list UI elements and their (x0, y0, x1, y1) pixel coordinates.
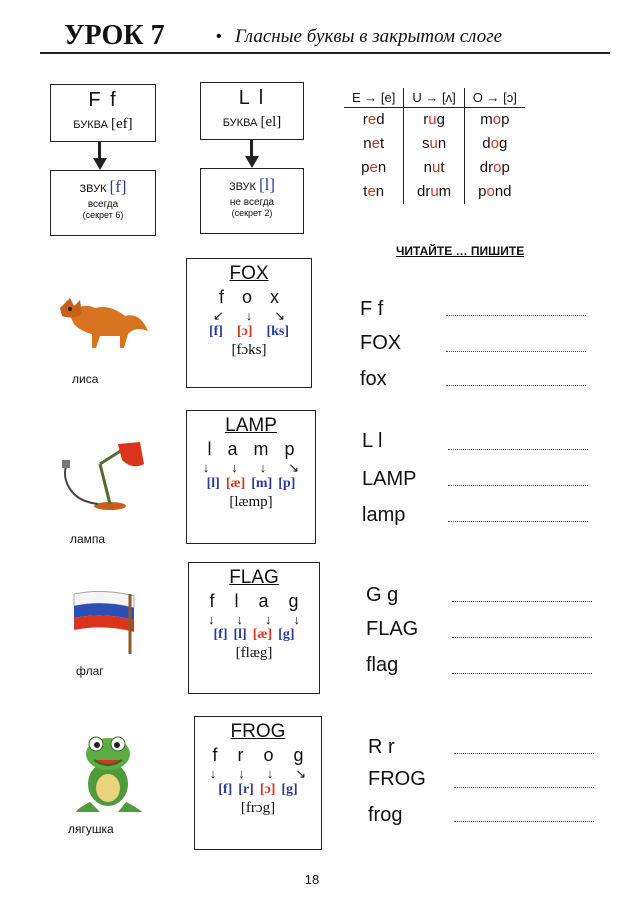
practice-line-label: flag (366, 654, 399, 676)
arrow-icon: ↓ (236, 612, 243, 627)
arrow-icon: ↘ (295, 766, 307, 781)
arrow-down-icon (93, 158, 107, 170)
letter-name (201, 114, 303, 131)
sound-box-f (50, 170, 156, 236)
writing-line[interactable] (454, 812, 594, 822)
arrow-icon: ↓ (231, 460, 238, 475)
table-cell: nut (404, 156, 464, 180)
word-letter: f (212, 745, 218, 765)
sound-ipa: [f] (213, 627, 228, 642)
arrow-icon: ↓ (265, 612, 272, 627)
arrow-icon: ↘ (274, 308, 286, 323)
sound-label: ЗВУК (79, 183, 107, 195)
word-card-fox (186, 258, 312, 388)
word-title: LAMP (225, 415, 277, 436)
word-letters (187, 287, 311, 308)
word-letter: f (218, 287, 224, 307)
sound-secret: (секрет 2) (231, 208, 273, 218)
sound-line (201, 175, 303, 195)
vowel-table (344, 88, 525, 204)
table-cell: pond (464, 180, 525, 204)
writing-line[interactable] (452, 628, 592, 638)
table-cell: sun (404, 132, 464, 156)
word-letter: l (234, 591, 239, 611)
table-cell: net (363, 135, 385, 152)
sound-note: всегда (87, 199, 119, 210)
arrow-icon: ↘ (288, 460, 300, 475)
picture-caption: лягушка (68, 822, 114, 836)
arrow-icon: ↓ (209, 766, 217, 781)
word-letter: l (207, 439, 212, 459)
word-letter: g (293, 745, 304, 765)
sound-ipa: [æ] (252, 627, 273, 642)
writing-line[interactable] (452, 592, 592, 602)
word-letters (187, 439, 315, 460)
sound-ipa: [l] (233, 627, 247, 642)
sound-secret: (секрет 6) (82, 210, 124, 220)
arrow-icon: ↓ (208, 612, 215, 627)
arrow-row (189, 612, 319, 627)
word-title: FLAG (229, 567, 279, 588)
word-letter: a (258, 591, 269, 611)
writing-line[interactable] (446, 306, 586, 316)
header-divider (40, 52, 610, 54)
table-cell: mop (464, 108, 525, 133)
arrow-icon: ↓ (238, 766, 245, 781)
transcription: [fɔks] (231, 342, 267, 358)
lamp-picture (60, 436, 150, 516)
sound-ipa: [ks] (266, 324, 290, 339)
word-letter: a (227, 439, 238, 459)
practice-line-label: R r (368, 736, 395, 758)
writing-line[interactable] (448, 440, 588, 450)
practice-line-label: fox (360, 368, 387, 390)
arrow-row (187, 460, 315, 476)
sound-label: ЗВУК (228, 181, 256, 193)
practice-line-label: LAMP (362, 468, 417, 490)
word-letter: o (242, 287, 253, 307)
table-cell: drum (404, 180, 464, 204)
practice-line-label: FLAG (366, 618, 419, 640)
table-row (344, 132, 525, 156)
sound-line (51, 177, 155, 197)
letter-ipa: [ef] (111, 116, 133, 132)
page-number: 18 (304, 872, 320, 887)
word-card-lamp (186, 410, 316, 544)
word-letter: p (284, 439, 295, 459)
sound-ipa: [p] (278, 476, 296, 491)
sound-row (189, 627, 319, 643)
sound-ipa: [ɔ] (236, 324, 253, 339)
sound-row (187, 324, 311, 340)
picture-caption: лампа (70, 532, 106, 546)
sound-ipa: [f] (109, 177, 127, 196)
sound-row (187, 476, 315, 492)
letter-box-f (50, 84, 156, 142)
letter-name (51, 116, 155, 133)
word-card-frog (194, 716, 322, 850)
practice-line-label: FROG (368, 768, 426, 790)
word-letter: f (209, 591, 215, 611)
arrow-icon: ↓ (293, 612, 300, 627)
table-cell: red (362, 111, 385, 128)
sound-ipa: [m] (251, 476, 273, 491)
letter-label: БУКВА (73, 119, 108, 131)
letter-box-l (200, 82, 304, 140)
table-cell: pen (361, 159, 387, 176)
word-letter: m (253, 439, 269, 459)
arrow-icon: ↓ (202, 460, 210, 475)
word-letters (195, 745, 321, 766)
word-title: FOX (229, 263, 269, 284)
word-title: FROG (230, 721, 286, 742)
sound-ipa: [f] (218, 782, 233, 797)
practice-line-label: lamp (362, 504, 406, 526)
vowel-header-u: U → [ʌ] (404, 88, 464, 108)
letter-pair: L l (238, 87, 266, 109)
arrow-icon: ↓ (259, 460, 267, 475)
writing-line[interactable] (448, 476, 588, 486)
sound-ipa: [f] (208, 324, 223, 339)
picture-caption: лиса (72, 372, 99, 386)
table-cell: dog (464, 132, 525, 156)
sound-row (195, 782, 321, 798)
writing-line[interactable] (454, 744, 594, 754)
table-cell: rug (404, 108, 464, 133)
frog-picture (72, 732, 146, 814)
sound-note: не всегда (229, 197, 275, 208)
sound-ipa: [ɔ] (259, 782, 276, 797)
table-cell: ten (363, 183, 385, 200)
transcription: [frɔg] (240, 800, 276, 816)
word-letters (189, 591, 319, 612)
practice-line-label: frog (368, 804, 403, 826)
vowel-table-header (344, 88, 525, 108)
table-row (344, 180, 525, 204)
word-letter: x (270, 287, 280, 307)
arrow-icon: ↓ (245, 308, 253, 323)
sound-ipa: [g] (278, 627, 295, 642)
word-letter: g (288, 591, 299, 611)
sound-box-l (200, 168, 304, 234)
transcription: [læmp] (229, 494, 273, 510)
writing-line[interactable] (448, 512, 588, 522)
writing-line[interactable] (446, 342, 586, 352)
bullet-icon: • (216, 28, 222, 45)
practice-line-label: FOX (360, 332, 402, 354)
table-row (344, 156, 525, 180)
writing-line[interactable] (452, 664, 592, 674)
table-cell: drop (464, 156, 525, 180)
transcription: [flæg] (235, 645, 273, 661)
word-letter: o (263, 745, 274, 765)
sound-ipa: [r] (238, 782, 254, 797)
lesson-subtitle: Гласные буквы в закрытом слоге (235, 26, 503, 47)
arrow-icon: ↓ (266, 766, 274, 781)
practice-line-label: F f (360, 298, 384, 320)
word-letter: r (237, 745, 244, 765)
letter-ipa: [el] (260, 114, 282, 130)
picture-caption: флаг (76, 664, 104, 678)
read-write-heading: ЧИТАЙТЕ … ПИШИТЕ (396, 244, 525, 258)
practice-line-label: L l (362, 430, 383, 452)
fox-picture (50, 276, 150, 356)
sound-ipa: [æ] (225, 476, 246, 491)
word-card-flag (188, 562, 320, 694)
sound-ipa: [g] (281, 782, 298, 797)
flag-picture (68, 588, 140, 656)
letter-label: БУКВА (222, 117, 258, 129)
writing-line[interactable] (454, 778, 594, 788)
lesson-title: УРОК 7 (64, 20, 165, 51)
table-row (344, 108, 525, 133)
arrow-row (195, 766, 321, 782)
vowel-header-e: E → [e] (344, 88, 404, 108)
writing-line[interactable] (446, 376, 586, 386)
arrow-icon: ↙ (212, 308, 224, 323)
arrow-down-icon (245, 156, 259, 168)
arrow-row (187, 308, 311, 324)
sound-ipa: [l] (206, 476, 220, 491)
sound-ipa: [l] (259, 175, 276, 194)
vowel-header-o: O → [ɔ] (464, 88, 525, 108)
practice-line-label: G g (366, 584, 399, 606)
letter-pair: F f (88, 89, 118, 111)
